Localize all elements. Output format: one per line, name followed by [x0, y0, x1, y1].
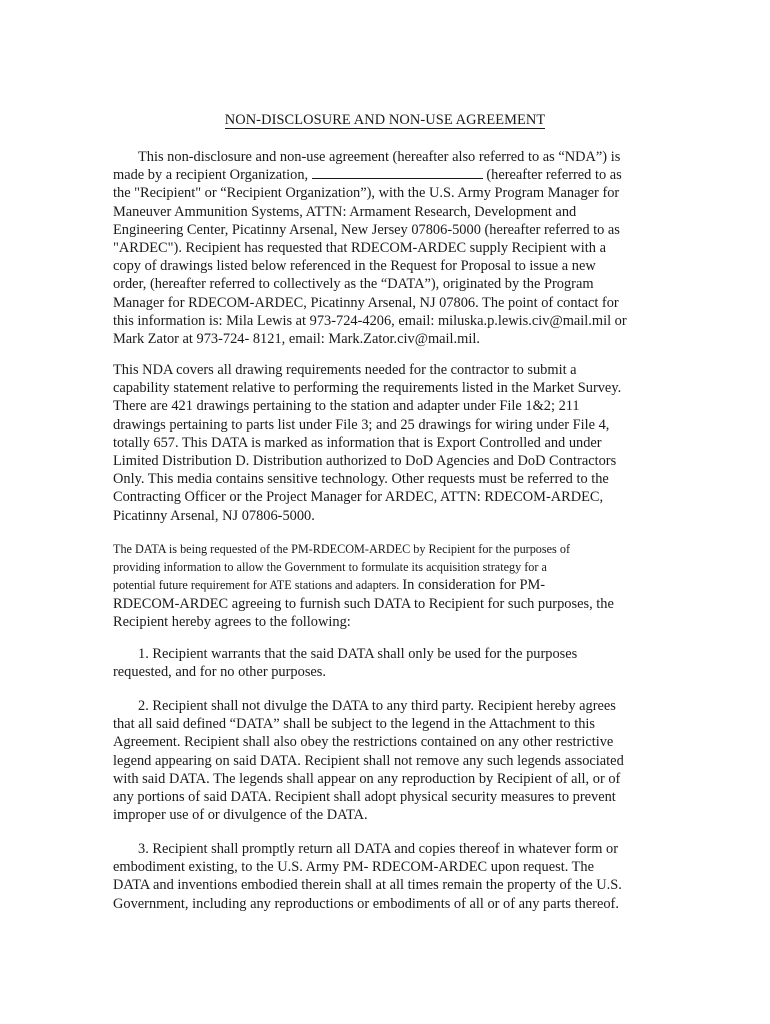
text-line: DATA and inventions embodied therein shall at all times remain the property of the U.S.	[113, 877, 622, 894]
text-line: the "Recipient" or “Recipient Organization”), with the U.S. Army Program Manager for	[113, 185, 620, 202]
text-line: Manager for RDECOM-ARDEC, Picatinny Arsenal, NJ 07806. The point of contact for	[113, 294, 619, 311]
text-line: capability statement relative to performing the requirements listed in the Market Survey.	[113, 380, 622, 397]
text-line: order, (hereafter referred to collectively as the “DATA”), originated by the Program	[113, 276, 594, 293]
text-line: Limited Distribution D. Distribution authorized to DoD Agencies and DoD Contractors	[113, 452, 617, 469]
text-line: legend appearing on said DATA. Recipient shall not remove any such legends associated	[113, 752, 624, 769]
document-title	[0, 111, 770, 129]
text-line: The DATA is being requested of the PM-RDECOM-ARDEC by Recipient for the purposes of	[113, 542, 570, 556]
recipient-organization-blank	[312, 166, 483, 179]
clause-2	[113, 697, 659, 824]
paragraph-intro	[113, 148, 659, 348]
text-segment: potential future requirement for ATE stations and adapters.	[113, 578, 403, 593]
clause-3	[113, 840, 659, 913]
text-line: This non-disclosure and non-use agreement (hereafter also referred to as “NDA”) is	[138, 149, 621, 165]
text-segment: made by a recipient Organization,	[113, 167, 312, 184]
text-line: totally 657. This DATA is marked as information that is Export Controlled and under	[113, 434, 602, 451]
text-line: drawings pertaining to parts list under File 3; and 25 drawings for wiring under File 4,	[113, 416, 610, 433]
text-line	[113, 576, 659, 594]
text-line: 1. Recipient warrants that the said DATA shall only be used for the purposes	[138, 646, 578, 662]
text-line: providing information to allow the Government to formulate its acquisition strategy for a	[113, 560, 547, 575]
text-line: with said DATA. The legends shall appear on any reproduction by Recipient of all, or of	[113, 770, 621, 787]
text-line	[113, 166, 659, 184]
text-line: Contracting Officer or the Project Manager for ARDEC, ATTN: RDECOM-ARDEC,	[113, 489, 604, 506]
text-line: Government, including any reproductions or embodiments of all or of any parts thereof.	[113, 895, 619, 912]
text-line: There are 421 drawings pertaining to the station and adapter under File 1&2; 211	[113, 398, 580, 415]
text-line: this information is: Mila Lewis at 973-724-4206, email: miluska.p.lewis.civ@mail.mil or	[113, 312, 627, 329]
text-line: Only. This media contains sensitive technology. Other requests must be referred to the	[113, 471, 609, 488]
text-line: that all said defined “DATA” shall be subject to the legend in the Attachment to this	[113, 716, 596, 733]
text-line: Agreement. Recipient shall also obey the restrictions contained on any other restrictive	[113, 734, 614, 751]
text-line: This NDA covers all drawing requirements needed for the contractor to submit a	[113, 362, 577, 378]
text-line: embodiment existing, to the U.S. Army PM- RDECOM-ARDEC upon request. The	[113, 859, 594, 876]
text-line: Picatinny Arsenal, NJ 07806-5000.	[113, 507, 315, 524]
text-line: Recipient hereby agrees to the following:	[113, 613, 351, 630]
text-line: Engineering Center, Picatinny Arsenal, New Jersey 07806-5000 (hereafter referred to as	[113, 221, 620, 238]
text-line: any portions of said DATA. Recipient shall adopt physical security measures to prevent	[113, 788, 616, 805]
paragraph-purpose	[113, 540, 659, 631]
text-line: Mark Zator at 973-724- 8121, email: Mark.Zator.civ@mail.mil.	[113, 330, 480, 347]
text-segment: (hereafter referred to as	[482, 167, 622, 184]
text-line: "ARDEC"). Recipient has requested that RDECOM-ARDEC supply Recipient with a	[113, 239, 606, 256]
text-line: requested, and for no other purposes.	[113, 664, 326, 681]
paragraph-scope	[113, 361, 659, 525]
document-title-text: NON-DISCLOSURE AND NON-USE AGREEMENT	[224, 112, 546, 128]
text-line: Maneuver Ammunition Systems, ATTN: Armament Research, Development and	[113, 203, 577, 220]
text-line: copy of drawings listed below referenced in the Request for Proposal to issue a new	[113, 258, 596, 275]
clause-1	[113, 645, 659, 681]
text-line: RDECOM-ARDEC agreeing to furnish such DATA to Recipient for such purposes, the	[113, 595, 614, 612]
text-segment: In consideration for PM-	[402, 577, 546, 594]
text-line: 2. Recipient shall not divulge the DATA to any third party. Recipient hereby agrees	[138, 698, 616, 714]
text-line: 3. Recipient shall promptly return all DATA and copies thereof in whatever form or	[138, 841, 618, 857]
text-line: improper use of or divulgence of the DATA.	[113, 807, 368, 824]
